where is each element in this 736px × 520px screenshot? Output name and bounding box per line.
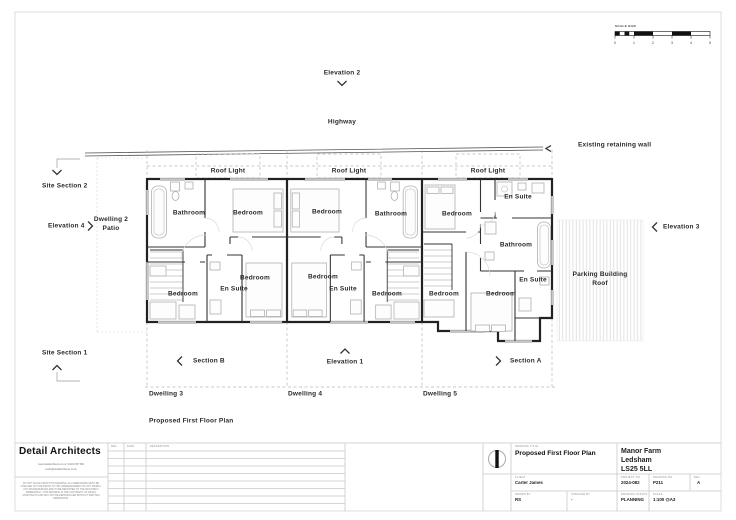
room-label-bathroom: Bathroom xyxy=(374,210,408,218)
firm-logo: Detail Architects xyxy=(19,446,101,457)
retaining-wall-line xyxy=(85,147,543,156)
north-arrow-icon xyxy=(489,450,506,468)
section-a-label: Section A xyxy=(510,357,542,365)
room-label-bedroom: Bedroom xyxy=(168,290,198,298)
room-label-bedroom: Bedroom xyxy=(233,209,263,217)
section-b-label: Section B xyxy=(193,357,225,365)
scale-label: SCALE xyxy=(653,493,663,496)
scale-bar-label: SCALE BAR xyxy=(615,24,637,28)
dwelling4-interior xyxy=(287,179,422,322)
room-label-bathroom: Bathroom xyxy=(499,241,533,249)
title-block-grid xyxy=(15,443,721,511)
chevron-left-icon xyxy=(653,223,658,232)
room-label-ensuite: En Suite xyxy=(329,285,357,293)
highway-label: Highway xyxy=(327,118,357,126)
chevron-left-icon xyxy=(546,146,551,152)
drawn-by-label: DRAWN BY xyxy=(515,493,531,496)
checked-by-label: CHECKED BY xyxy=(571,493,591,496)
parking-roof-line2: Roof xyxy=(592,280,608,287)
scale-value: 1:100 @A3 xyxy=(653,497,676,502)
site-section-2-label: Site Section 2 xyxy=(42,182,88,190)
dwelling-4-label: Dwelling 4 xyxy=(288,390,323,398)
project-no-label: PROJECT NO xyxy=(621,476,641,479)
room-label-bedroom: Bedroom xyxy=(308,273,338,281)
chevron-right-icon xyxy=(88,222,93,231)
chevron-down-icon xyxy=(338,81,347,86)
elevation-4-label: Elevation 4 xyxy=(48,222,85,230)
scale-bar-tick: 3 xyxy=(671,41,673,45)
stairs xyxy=(424,250,452,286)
fixtures xyxy=(424,182,551,332)
drawing-no-label: DRAWING NO xyxy=(653,476,673,479)
project-name-line2: Ledsham xyxy=(621,457,652,464)
firm-contact-line2: studio@detailarchitects.co.uk xyxy=(45,468,77,471)
rev-table-header-date: DATE xyxy=(127,445,135,448)
chevron-up-icon xyxy=(341,349,350,354)
chevron-down-icon xyxy=(53,170,62,175)
rev-table-header-rev: REV xyxy=(111,445,117,448)
room-label-bedroom: Bedroom xyxy=(312,208,342,216)
dwelling3-interior xyxy=(147,179,287,322)
roof-light-label: Roof Light xyxy=(470,167,506,175)
rev-label: REV xyxy=(694,476,701,479)
elevation-2-label: Elevation 2 xyxy=(323,69,361,77)
chevron-up-icon xyxy=(53,366,62,371)
room-label-bedroom: Bedroom xyxy=(429,290,459,298)
roof-light-label: Roof Light xyxy=(331,167,367,175)
rev-table-header-description: DESCRIPTION xyxy=(150,445,170,448)
parking-building-roof-label xyxy=(573,270,628,288)
patio-dashed-outline xyxy=(97,158,147,332)
checked-by-value: - xyxy=(571,497,573,502)
scale-bar xyxy=(615,32,710,39)
room-label-bedroom: Bedroom xyxy=(372,290,402,298)
room-label-ensuite: En Suite xyxy=(519,276,547,284)
dwelling-2-patio-line1: Dwelling 2 xyxy=(93,216,129,223)
room-label-bedroom: Bedroom xyxy=(240,274,270,282)
elevation-3-label: Elevation 3 xyxy=(663,223,700,231)
fixtures xyxy=(150,182,283,319)
room-label-bedroom: Bedroom xyxy=(442,210,472,218)
section-line-stubs xyxy=(57,159,80,381)
drawing-no-value: P211 xyxy=(653,480,664,485)
scale-bar-tick: 5 xyxy=(709,41,711,45)
rev-value: A xyxy=(697,480,701,485)
project-name-line3: LS25 5LL xyxy=(621,466,653,473)
room-label-bathroom: Bathroom xyxy=(172,209,206,217)
drawing-title-label: DRAWING TITLE xyxy=(515,445,539,448)
dwelling-5-label: Dwelling 5 xyxy=(423,390,458,398)
room-label-ensuite: En Suite xyxy=(504,193,532,201)
project-name-line1: Manor Farm xyxy=(621,448,662,455)
roof-light-label: Roof Light xyxy=(210,167,246,175)
room-label-ensuite: En Suite xyxy=(220,285,248,293)
dwelling-2-patio-line2: Patio xyxy=(102,225,120,232)
dwelling5-interior xyxy=(422,179,552,341)
client-label: CLIENT xyxy=(515,476,526,479)
status-label: DRAWING STATUS xyxy=(621,493,648,496)
scale-bar-tick: 4 xyxy=(690,41,692,45)
dwelling-2-patio-label xyxy=(94,215,128,233)
site-section-1-label: Site Section 1 xyxy=(42,349,88,357)
firm-contact-line1: www.detailarchitects.co.uk | 01234 567 890 xyxy=(38,463,84,466)
parking-roof-line1: Parking Building xyxy=(572,271,628,278)
dwelling-3-label: Dwelling 3 xyxy=(149,390,184,398)
retaining-wall-label: Existing retaining wall xyxy=(578,141,652,149)
scale-bar-tick: 2 xyxy=(652,41,654,45)
room-label-bedroom: Bedroom xyxy=(486,290,516,298)
status-value: PLANNING xyxy=(621,497,644,502)
disclaimer-text: DO NOT SCALE FROM THIS DRAWING. ALL DIMENSIONS MUST BE CHECKED ON SITE PRIOR TO THE COMMENCEMENT OF ANY WORKS. ANY DISCREPANCIES ARE TO BE REPORTED TO THE ARCHITECT IMMEDIATELY. THIS DRAWING IS THE COPYRIGHT OF DETAIL ARCHITECTS AND MAY NOT BE REPRODUCED WITHOUT WRITTEN PERMISSION. xyxy=(20,482,102,500)
client-value: Carter James xyxy=(515,480,543,485)
drawn-by-value: RS xyxy=(515,497,522,502)
elevation-1-label: Elevation 1 xyxy=(326,358,364,366)
project-no-value: 2024-082 xyxy=(621,480,640,485)
chevron-right-icon xyxy=(496,357,501,366)
scale-bar-tick: 1 xyxy=(633,41,635,45)
plan-caption: Proposed First Floor Plan xyxy=(149,417,234,425)
drawing-title: Proposed First Floor Plan xyxy=(515,450,596,457)
chevron-left-icon xyxy=(178,357,183,366)
scale-bar-tick: 0 xyxy=(614,41,616,45)
